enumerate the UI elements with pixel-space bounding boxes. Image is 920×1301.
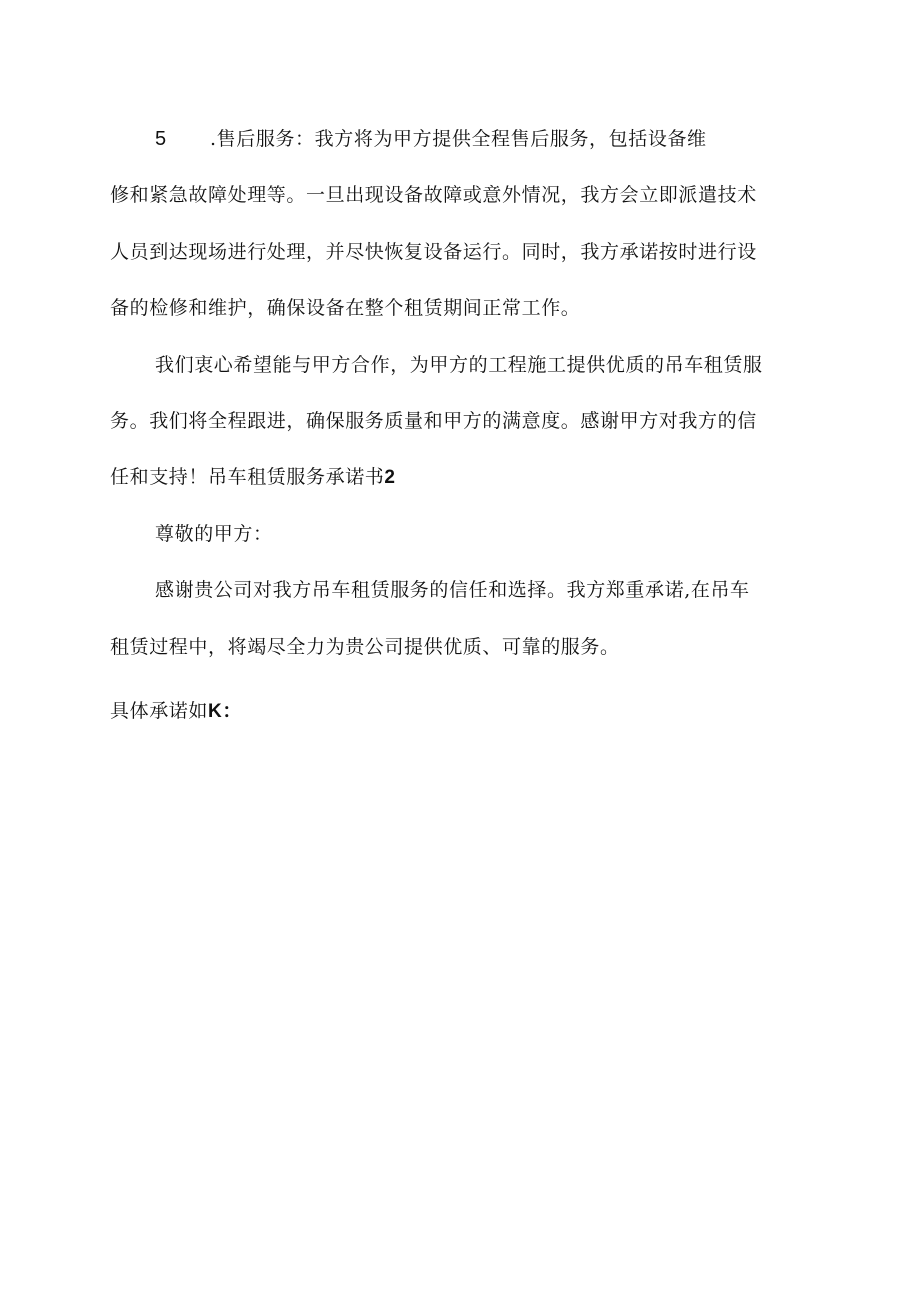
item5-line-3: 人员到达现场进行处理，并尽快恢复设备运行。同时，我方承诺按时进行设	[110, 241, 757, 263]
commitments-heading	[110, 698, 242, 725]
item5-line-2: 修和紧急故障处理等。一旦出现设备故障或意外情况，我方会立即派遣技术	[110, 184, 757, 206]
commitments-heading-text: 具体承诺如	[110, 700, 209, 722]
closing-line-3-number: 2	[384, 467, 396, 488]
item5-line-4: 备的检修和维护，确保设备在整个租赁期间正常工作。	[110, 297, 581, 319]
item5-line-1: .售后服务：我方将为甲方提供全程售后服务，包括设备维	[210, 128, 707, 150]
intro-line-2: 租赁过程中，将竭尽全力为贵公司提供优质、可靠的服务。	[110, 636, 620, 658]
salutation: 尊敬的甲方：	[155, 523, 273, 545]
commitments-heading-suffix: K：	[208, 701, 242, 722]
item-number: 5	[155, 128, 167, 150]
closing-line-1: 我们衷心希望能与甲方合作，为甲方的工程施工提供优质的吊车租赁服	[155, 354, 763, 376]
closing-line-2: 务。我们将全程跟进，确保服务质量和甲方的满意度。感谢甲方对我方的信	[110, 410, 757, 432]
intro-line-1: 感谢贵公司对我方吊车租赁服务的信任和选择。我方郑重承诺,在吊车	[155, 579, 750, 601]
closing-line-3-text: 任和支持！吊车租赁服务承诺书	[110, 466, 385, 488]
closing-line-3	[110, 464, 396, 491]
